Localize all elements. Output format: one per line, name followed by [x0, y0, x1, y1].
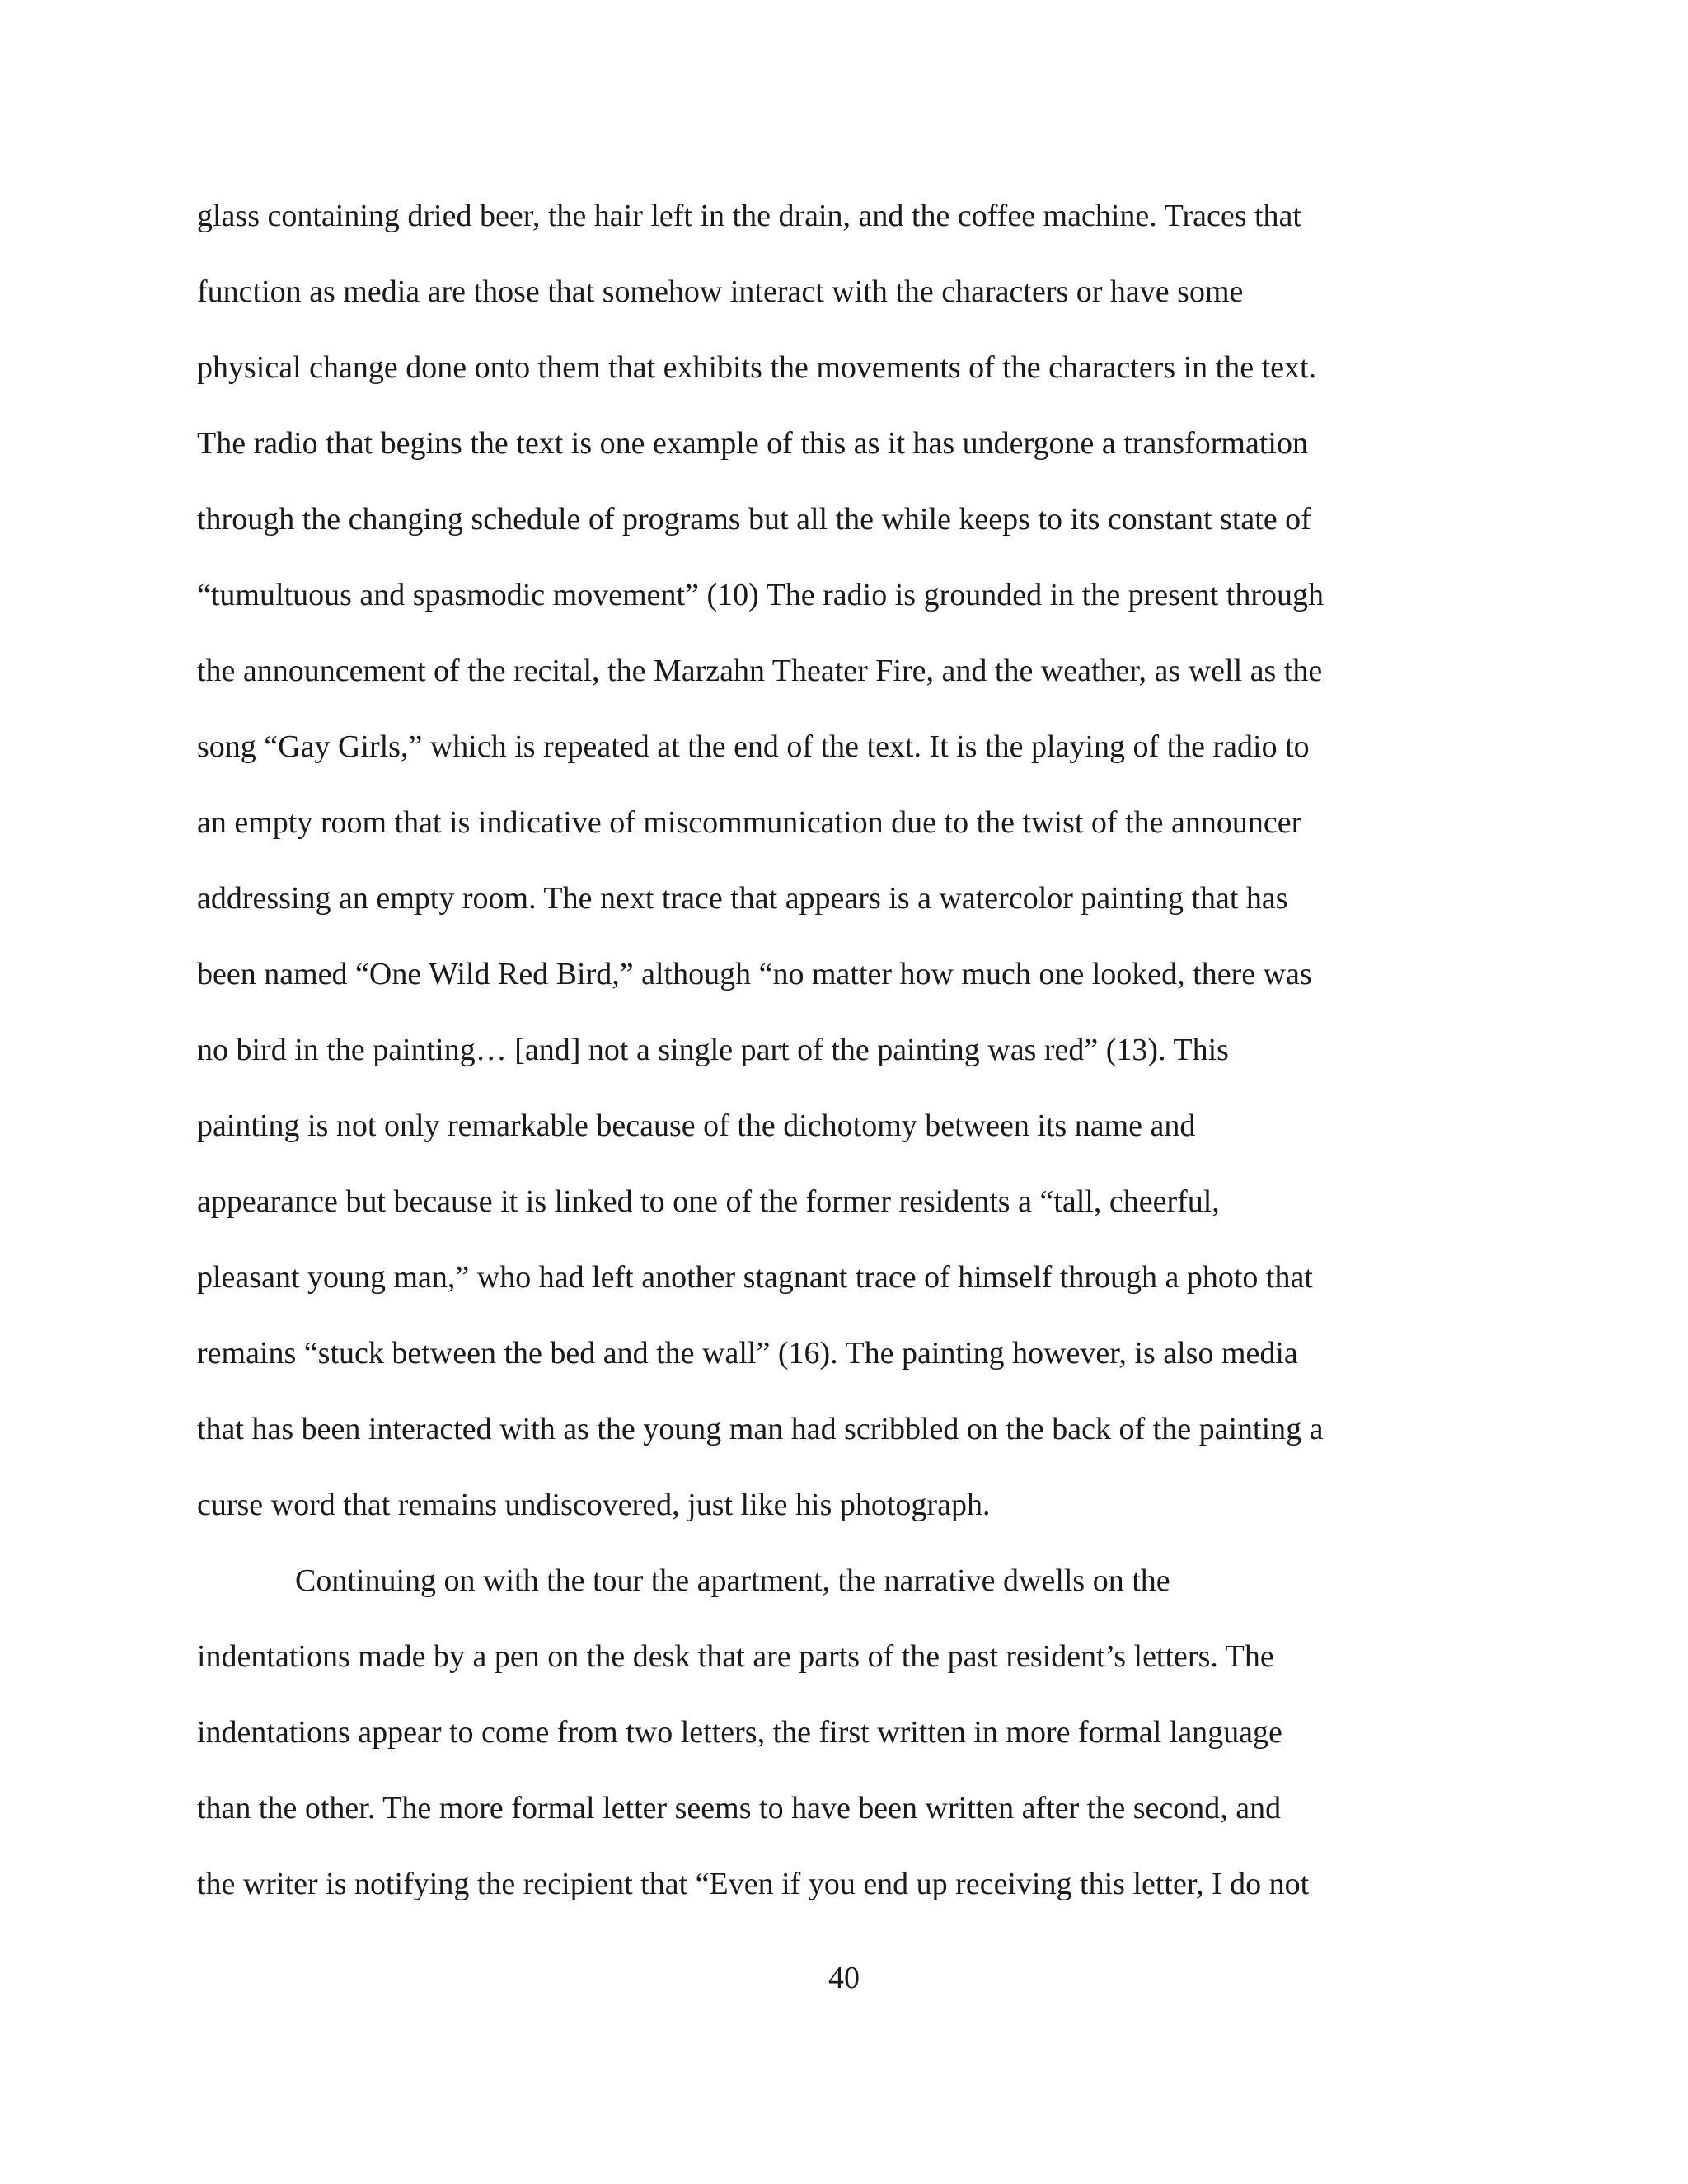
text-line: no bird in the painting… [and] not a single part of the painting was red” (13). This — [197, 1033, 1229, 1067]
text-line: pleasant young man,” who had left another stagnant trace of himself through a photo that — [197, 1260, 1313, 1295]
paragraph-start-line: Continuing on with the tour the apartment, the narrative dwells on the — [295, 1563, 1170, 1598]
text-line: The radio that begins the text is one example of this as it has undergone a transformation — [197, 426, 1308, 461]
text-line: indentations appear to come from two letters, the first written in more formal language — [197, 1715, 1282, 1750]
text-line: the writer is notifying the recipient that “Even if you end up receiving this letter, I do not — [197, 1867, 1310, 1901]
text-line: appearance but because it is linked to one of the former residents a “tall, cheerful, — [197, 1184, 1220, 1219]
text-line: song “Gay Girls,” which is repeated at the end of the text. It is the playing of the radio to — [197, 729, 1310, 764]
text-line: than the other. The more formal letter seems to have been written after the second, and — [197, 1791, 1282, 1825]
text-line: curse word that remains undiscovered, just like his photograph. — [197, 1488, 991, 1522]
text-line: an empty room that is indicative of miscommunication due to the twist of the announcer — [197, 805, 1302, 840]
text-line: remains “stuck between the bed and the wall” (16). The painting however, is also media — [197, 1336, 1298, 1371]
text-line: physical change done onto them that exhibits the movements of the characters in the text. — [197, 350, 1317, 385]
page-number: 40 — [828, 1961, 860, 1995]
text-line: that has been interacted with as the young man had scribbled on the back of the painting a — [197, 1412, 1324, 1446]
body-text — [197, 193, 1392, 1937]
text-line: function as media are those that somehow interact with the characters or have some — [197, 274, 1244, 309]
text-line: painting is not only remarkable because of the dichotomy between its name and — [197, 1108, 1196, 1143]
text-line: through the changing schedule of programs but all the while keeps to its constant state of — [197, 502, 1311, 537]
text-line: addressing an empty room. The next trace that appears is a watercolor painting that has — [197, 881, 1288, 916]
text-line: been named “One Wild Red Bird,” although “no matter how much one looked, there was — [197, 957, 1312, 991]
text-line: “tumultuous and spasmodic movement” (10) The radio is grounded in the present through — [197, 578, 1325, 612]
text-line: the announcement of the recital, the Marzahn Theater Fire, and the weather, as well as the — [197, 654, 1323, 688]
text-line: glass containing dried beer, the hair left in the drain, and the coffee machine. Traces that — [197, 199, 1301, 233]
text-line: indentations made by a pen on the desk that are parts of the past resident’s letters. The — [197, 1639, 1274, 1674]
